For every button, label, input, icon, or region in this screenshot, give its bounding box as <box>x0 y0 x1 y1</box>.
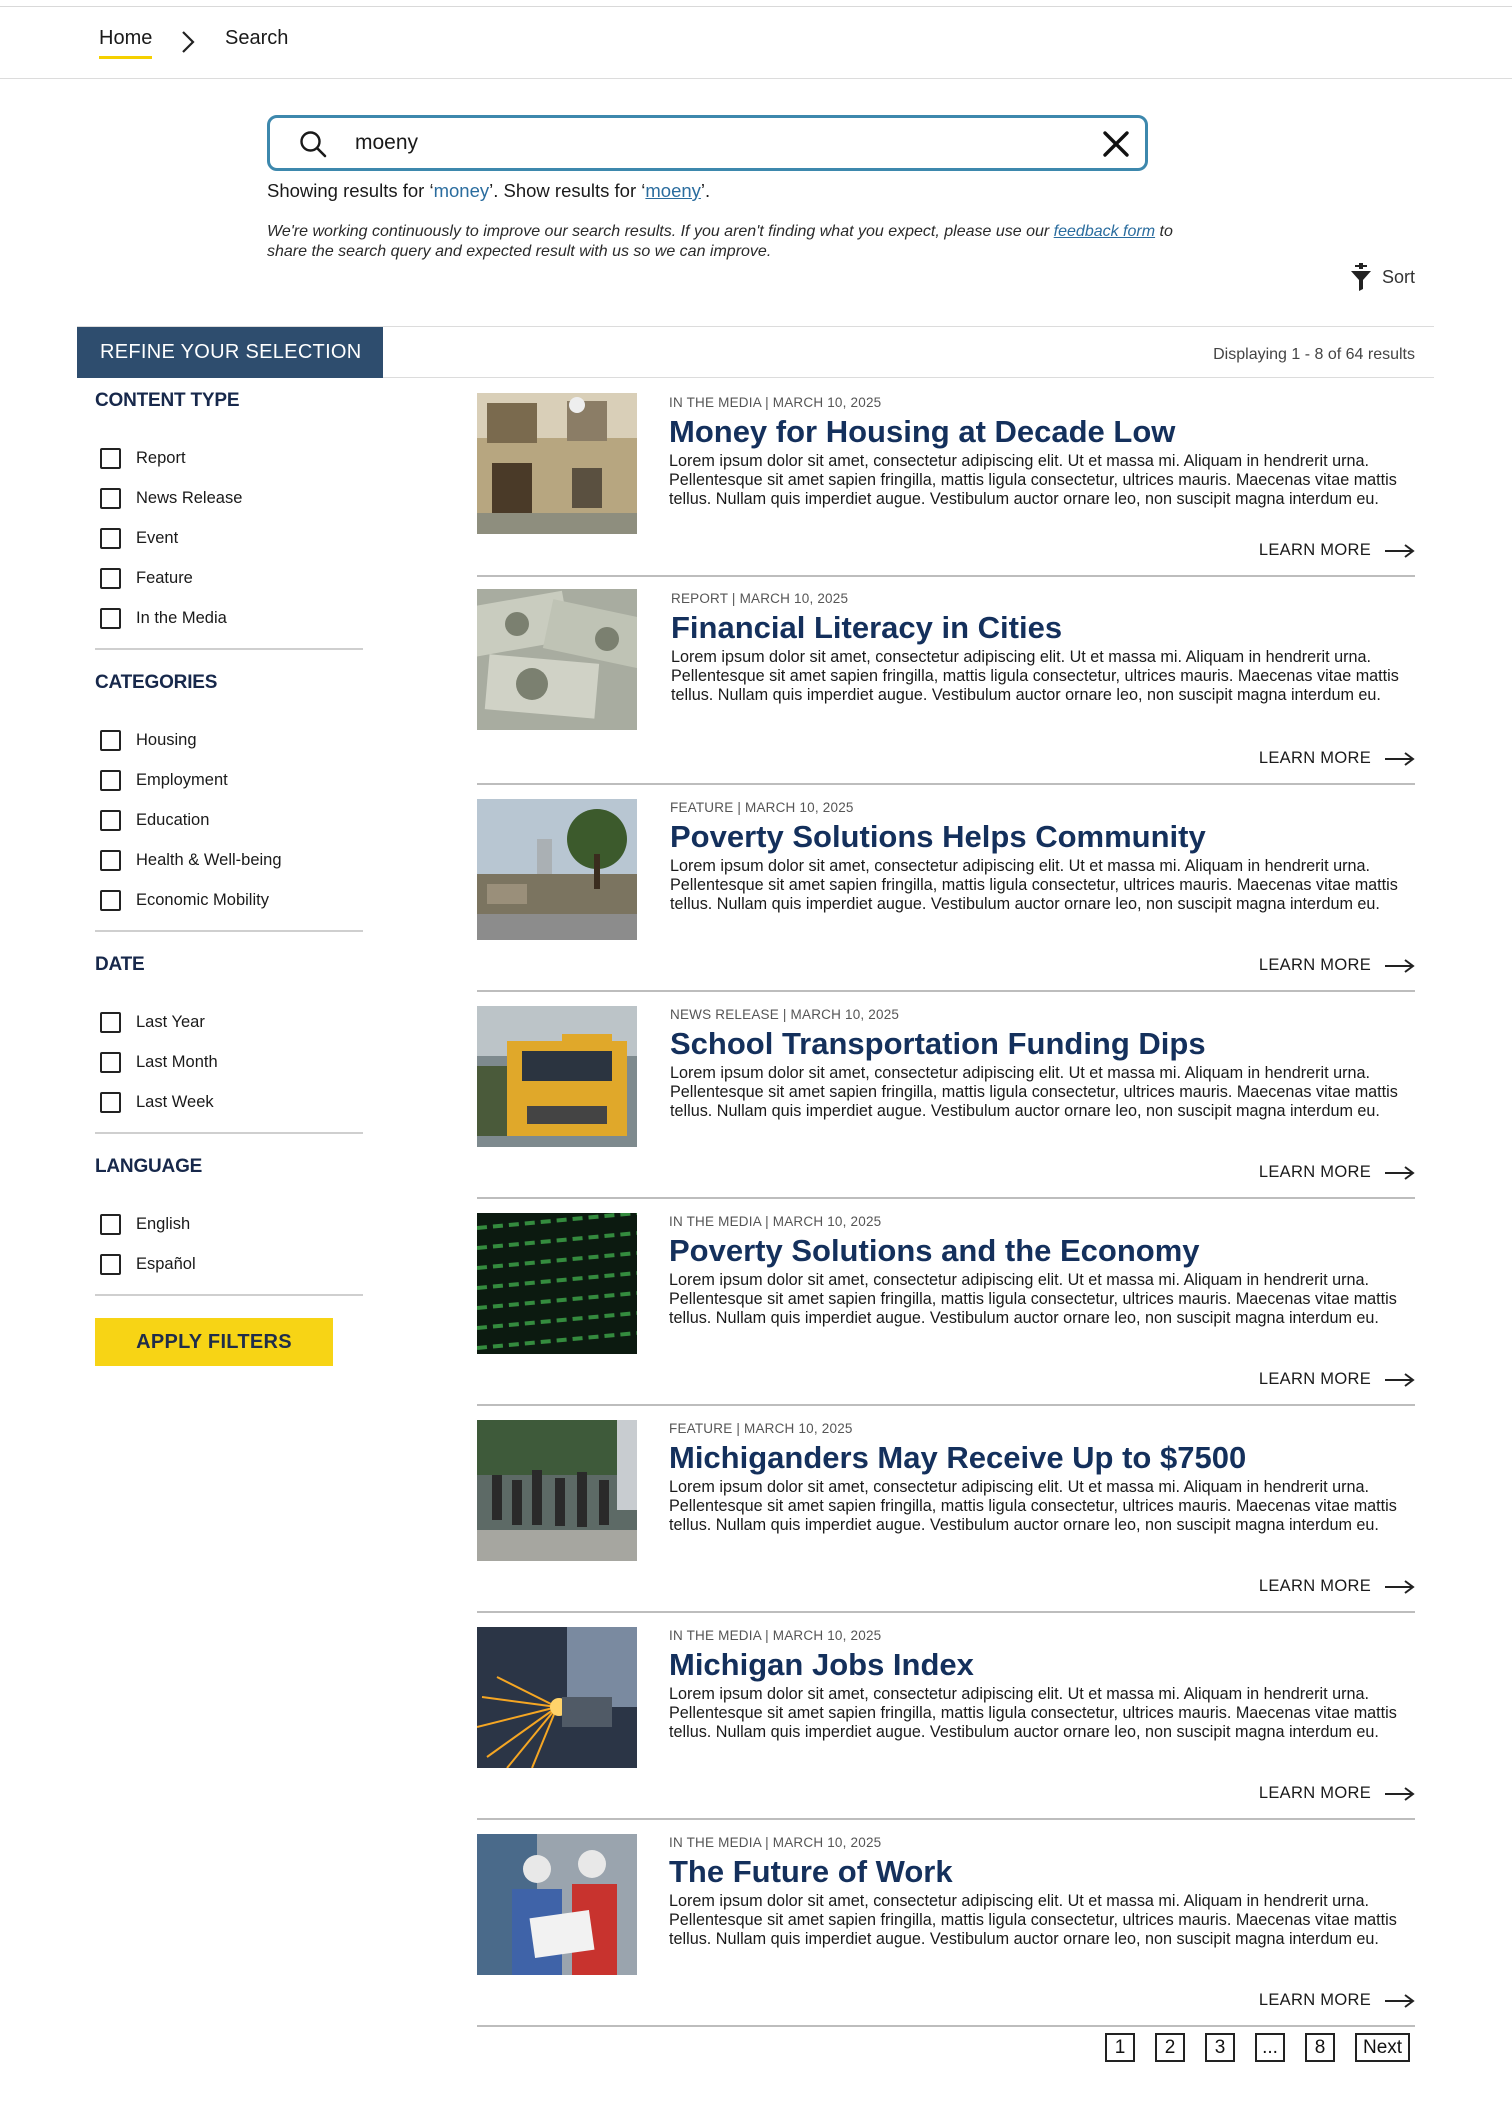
learn-more-link[interactable] <box>1259 956 1415 975</box>
original-query-link[interactable]: moeny <box>645 180 701 201</box>
learn-more-link[interactable] <box>1259 541 1415 560</box>
filter-option-label: Español <box>136 1254 196 1273</box>
learn-more-link[interactable] <box>1259 1991 1415 2010</box>
filter-title: CATEGORIES <box>95 672 218 693</box>
result-item <box>477 577 1415 785</box>
filter-option[interactable] <box>95 1002 363 1042</box>
community-image <box>477 799 637 940</box>
checkbox[interactable] <box>100 730 121 751</box>
results-count: Displaying 1 - 8 of 64 results <box>1213 346 1415 363</box>
result-body <box>670 1007 1416 1121</box>
filter-title: LANGUAGE <box>95 1156 203 1177</box>
result-meta: IN THE MEDIA | MARCH 10, 2025 <box>669 1835 882 1850</box>
filter-option-label: Health & Well-being <box>136 850 282 869</box>
result-meta: NEWS RELEASE | MARCH 10, 2025 <box>670 1007 900 1022</box>
learn-more-link[interactable] <box>1259 1577 1415 1596</box>
arrow-right-icon <box>1385 1994 1415 2008</box>
result-body <box>671 591 1417 705</box>
learn-more-label: LEARN MORE <box>1258 1370 1371 1388</box>
checkbox[interactable] <box>100 1052 121 1073</box>
result-excerpt: Lorem ipsum dolor sit amet, consectetur adipiscing elit. Ut et massa mi. Aliquam in hendrerit urna. Pellentesque sit amet sapien fringilla, mattis ligula consectetur, ultrices mauris. Maecenas vitae mattis tellus. Nullam quis imperdiet augue. Vestibulum auctor ornare leo, non suscipit magna interdum eu. <box>670 1064 1398 1120</box>
arrow-right-icon <box>1385 544 1415 558</box>
filter-option[interactable] <box>95 438 363 478</box>
workers-image <box>477 1834 637 1975</box>
learn-more-label: LEARN MORE <box>1258 1991 1371 2009</box>
chevron-right-icon <box>178 29 198 55</box>
sort-button[interactable] <box>1348 262 1415 292</box>
result-title-link[interactable]: Poverty Solutions and the Economy <box>669 1233 1200 1268</box>
result-title-link[interactable]: Michigan Jobs Index <box>669 1647 974 1682</box>
filter-option-label: Last Year <box>136 1012 205 1031</box>
page-button[interactable]: 1 <box>1105 2033 1135 2062</box>
checkbox[interactable] <box>100 488 121 509</box>
result-meta: REPORT | MARCH 10, 2025 <box>671 591 849 606</box>
checkbox[interactable] <box>100 608 121 629</box>
building-image <box>477 393 637 534</box>
filter-option[interactable] <box>95 1042 363 1082</box>
filter-option[interactable] <box>95 1244 363 1284</box>
arrow-right-icon <box>1385 959 1415 973</box>
checkbox[interactable] <box>100 1012 121 1033</box>
result-title-link[interactable]: School Transportation Funding Dips <box>670 1026 1206 1061</box>
result-body <box>669 1214 1415 1328</box>
filter-option[interactable] <box>95 1082 363 1122</box>
learn-more-label: LEARN MORE <box>1258 749 1371 767</box>
filter-group-language <box>95 1156 363 1296</box>
learn-more-label: LEARN MORE <box>1258 1784 1371 1802</box>
suggestion-mid: ’. Show results for ‘ <box>489 180 646 201</box>
page-ellipsis: ... <box>1255 2033 1285 2062</box>
checkbox[interactable] <box>100 770 121 791</box>
banknotes-image <box>477 589 637 730</box>
crowd-image <box>477 1420 637 1561</box>
page-button[interactable]: 2 <box>1155 2033 1185 2062</box>
apply-filters-button[interactable]: APPLY FILTERS <box>95 1318 333 1366</box>
result-excerpt: Lorem ipsum dolor sit amet, consectetur adipiscing elit. Ut et massa mi. Aliquam in hendrerit urna. Pellentesque sit amet sapien fringilla, mattis ligula consectetur, ultrices mauris. Maecenas vitae mattis tellus. Nullam quis imperdiet augue. Vestibulum auctor ornare leo, non suscipit magna interdum eu. <box>669 1685 1397 1741</box>
result-thumbnail-welding[interactable] <box>477 1627 637 1768</box>
refine-header: REFINE YOUR SELECTION <box>77 327 383 378</box>
result-meta: FEATURE | MARCH 10, 2025 <box>669 1421 853 1436</box>
filter-option[interactable] <box>95 720 363 760</box>
filter-title: CONTENT TYPE <box>95 390 240 411</box>
result-title-link[interactable]: Money for Housing at Decade Low <box>669 414 1176 449</box>
result-excerpt: Lorem ipsum dolor sit amet, consectetur adipiscing elit. Ut et massa mi. Aliquam in hendrerit urna. Pellentesque sit amet sapien fringilla, mattis ligula consectetur, ultrices mauris. Maecenas vitae mattis tellus. Nullam quis imperdiet augue. Vestibulum auctor ornare leo, non suscipit magna interdum eu. <box>671 648 1399 704</box>
result-item <box>477 389 1415 577</box>
stock-board-image <box>477 1213 637 1354</box>
filter-group-content-type <box>95 390 363 650</box>
result-thumbnail-school-bus[interactable] <box>477 1006 637 1147</box>
filter-sidebar <box>95 390 363 1366</box>
filter-title: DATE <box>95 954 145 975</box>
funnel-icon <box>1348 262 1374 292</box>
filter-option-label: Economic Mobility <box>136 890 269 909</box>
learn-more-label: LEARN MORE <box>1258 956 1371 974</box>
checkbox[interactable] <box>100 568 121 589</box>
page-button[interactable]: 3 <box>1205 2033 1235 2062</box>
result-title-link[interactable]: Poverty Solutions Helps Community <box>670 819 1206 854</box>
result-item <box>477 1406 1415 1613</box>
breadcrumb <box>0 7 1512 79</box>
result-thumbnail-stock-board[interactable] <box>477 1213 637 1354</box>
result-body <box>669 1421 1415 1535</box>
result-title-link[interactable]: Financial Literacy in Cities <box>671 610 1063 645</box>
result-body <box>669 395 1415 509</box>
result-thumbnail-money[interactable] <box>477 589 637 730</box>
filter-group-date <box>95 954 363 1134</box>
learn-more-label: LEARN MORE <box>1258 1163 1371 1181</box>
suggestion-prefix: Showing results for ‘ <box>267 180 434 201</box>
result-meta: IN THE MEDIA | MARCH 10, 2025 <box>669 1214 882 1229</box>
pagination <box>1105 2033 1410 2062</box>
result-title-link[interactable]: Michiganders May Receive Up to $7500 <box>669 1440 1247 1475</box>
filter-option-label: Education <box>136 810 210 829</box>
learn-more-link[interactable] <box>1259 749 1415 768</box>
filter-group-categories <box>95 672 363 932</box>
result-thumbnail-housing[interactable] <box>477 393 637 534</box>
search-suggestion <box>267 180 710 202</box>
result-item <box>477 992 1415 1199</box>
arrow-right-icon <box>1385 1373 1415 1387</box>
checkbox[interactable] <box>100 1254 121 1275</box>
checkbox[interactable] <box>100 810 121 831</box>
learn-more-link[interactable] <box>1259 1370 1415 1389</box>
result-body <box>670 800 1416 914</box>
filter-option-label: Event <box>136 528 179 547</box>
arrow-right-icon <box>1385 1166 1415 1180</box>
result-meta: IN THE MEDIA | MARCH 10, 2025 <box>669 1628 882 1643</box>
filter-option-label: Employment <box>136 770 228 789</box>
search-icon[interactable] <box>298 129 328 159</box>
feedback-form-link[interactable]: feedback form <box>1053 223 1156 240</box>
result-meta: FEATURE | MARCH 10, 2025 <box>670 800 854 815</box>
filter-option-label: In the Media <box>136 608 227 627</box>
filter-option-label: News Release <box>136 488 243 507</box>
filter-option[interactable] <box>95 518 363 558</box>
result-body <box>669 1835 1415 1949</box>
filter-option[interactable] <box>95 1204 363 1244</box>
result-item <box>477 785 1415 992</box>
result-item <box>477 1820 1415 2027</box>
filter-option[interactable] <box>95 800 363 840</box>
filter-option[interactable] <box>95 598 363 638</box>
sort-label: Sort <box>1382 266 1416 287</box>
checkbox[interactable] <box>100 890 121 911</box>
result-excerpt: Lorem ipsum dolor sit amet, consectetur adipiscing elit. Ut et massa mi. Aliquam in hendrerit urna. Pellentesque sit amet sapien fringilla, mattis ligula consectetur, ultrices mauris. Maecenas vitae mattis tellus. Nullam quis imperdiet augue. Vestibulum auctor ornare leo, non suscipit magna interdum eu. <box>669 452 1397 508</box>
result-item <box>477 1199 1415 1406</box>
result-excerpt: Lorem ipsum dolor sit amet, consectetur adipiscing elit. Ut et massa mi. Aliquam in hendrerit urna. Pellentesque sit amet sapien fringilla, mattis ligula consectetur, ultrices mauris. Maecenas vitae mattis tellus. Nullam quis imperdiet augue. Vestibulum auctor ornare leo, non suscipit magna interdum eu. <box>670 857 1398 913</box>
filter-option-label: Report <box>136 448 186 467</box>
result-excerpt: Lorem ipsum dolor sit amet, consectetur adipiscing elit. Ut et massa mi. Aliquam in hendrerit urna. Pellentesque sit amet sapien fringilla, mattis ligula consectetur, ultrices mauris. Maecenas vitae mattis tellus. Nullam quis imperdiet augue. Vestibulum auctor ornare leo, non suscipit magna interdum eu. <box>669 1271 1397 1327</box>
breadcrumb-current: Search <box>225 27 289 49</box>
filter-option[interactable] <box>95 760 363 800</box>
arrow-right-icon <box>1385 1787 1415 1801</box>
checkbox[interactable] <box>100 1214 121 1235</box>
result-body <box>669 1628 1415 1742</box>
filter-option[interactable] <box>95 840 363 880</box>
result-thumbnail-crowd[interactable] <box>477 1420 637 1561</box>
next-page-button[interactable]: Next <box>1355 2033 1410 2062</box>
filter-option[interactable] <box>95 558 363 598</box>
school-bus-image <box>477 1006 637 1147</box>
notice-text-2: to share the search query and expected result with us so we can improve. <box>267 223 1173 260</box>
arrow-right-icon <box>1385 752 1415 766</box>
learn-more-link[interactable] <box>1259 1784 1415 1803</box>
corrected-query: money <box>433 180 490 201</box>
welding-sparks-image <box>477 1627 637 1768</box>
learn-more-label: LEARN MORE <box>1258 1577 1371 1595</box>
result-thumbnail-workers[interactable] <box>477 1834 637 1975</box>
filter-option-label: English <box>136 1214 191 1233</box>
learn-more-label: LEARN MORE <box>1258 541 1371 559</box>
notice-text: We're working continuously to improve our search results. If you aren't finding what you expect, please use our <box>267 223 1054 240</box>
filter-option-label: Feature <box>136 568 193 587</box>
result-item <box>477 1613 1415 1820</box>
filter-option[interactable] <box>95 880 363 920</box>
close-icon[interactable] <box>1101 129 1131 159</box>
result-excerpt: Lorem ipsum dolor sit amet, consectetur adipiscing elit. Ut et massa mi. Aliquam in hendrerit urna. Pellentesque sit amet sapien fringilla, mattis ligula consectetur, ultrices mauris. Maecenas vitae mattis tellus. Nullam quis imperdiet augue. Vestibulum auctor ornare leo, non suscipit magna interdum eu. <box>669 1892 1397 1948</box>
result-title-link[interactable]: The Future of Work <box>669 1854 953 1889</box>
checkbox[interactable] <box>100 850 121 871</box>
filter-option-label: Last Month <box>136 1052 218 1071</box>
search-notice <box>267 222 1207 262</box>
page-button[interactable]: 8 <box>1305 2033 1335 2062</box>
learn-more-link[interactable] <box>1259 1163 1415 1182</box>
filter-option-label: Housing <box>136 730 197 749</box>
breadcrumb-home-link[interactable]: Home <box>99 27 152 59</box>
result-meta: IN THE MEDIA | MARCH 10, 2025 <box>669 395 882 410</box>
results-list <box>477 389 1415 2027</box>
filter-option-label: Last Week <box>136 1092 214 1111</box>
result-thumbnail-community[interactable] <box>477 799 637 940</box>
search-input[interactable] <box>355 127 1055 159</box>
search-box <box>267 115 1148 171</box>
arrow-right-icon <box>1385 1580 1415 1594</box>
checkbox[interactable] <box>100 1092 121 1113</box>
filter-option[interactable] <box>95 478 363 518</box>
checkbox[interactable] <box>100 528 121 549</box>
checkbox[interactable] <box>100 448 121 469</box>
suggestion-suffix: ’. <box>700 180 711 201</box>
result-excerpt: Lorem ipsum dolor sit amet, consectetur adipiscing elit. Ut et massa mi. Aliquam in hendrerit urna. Pellentesque sit amet sapien fringilla, mattis ligula consectetur, ultrices mauris. Maecenas vitae mattis tellus. Nullam quis imperdiet augue. Vestibulum auctor ornare leo, non suscipit magna interdum eu. <box>669 1478 1397 1534</box>
